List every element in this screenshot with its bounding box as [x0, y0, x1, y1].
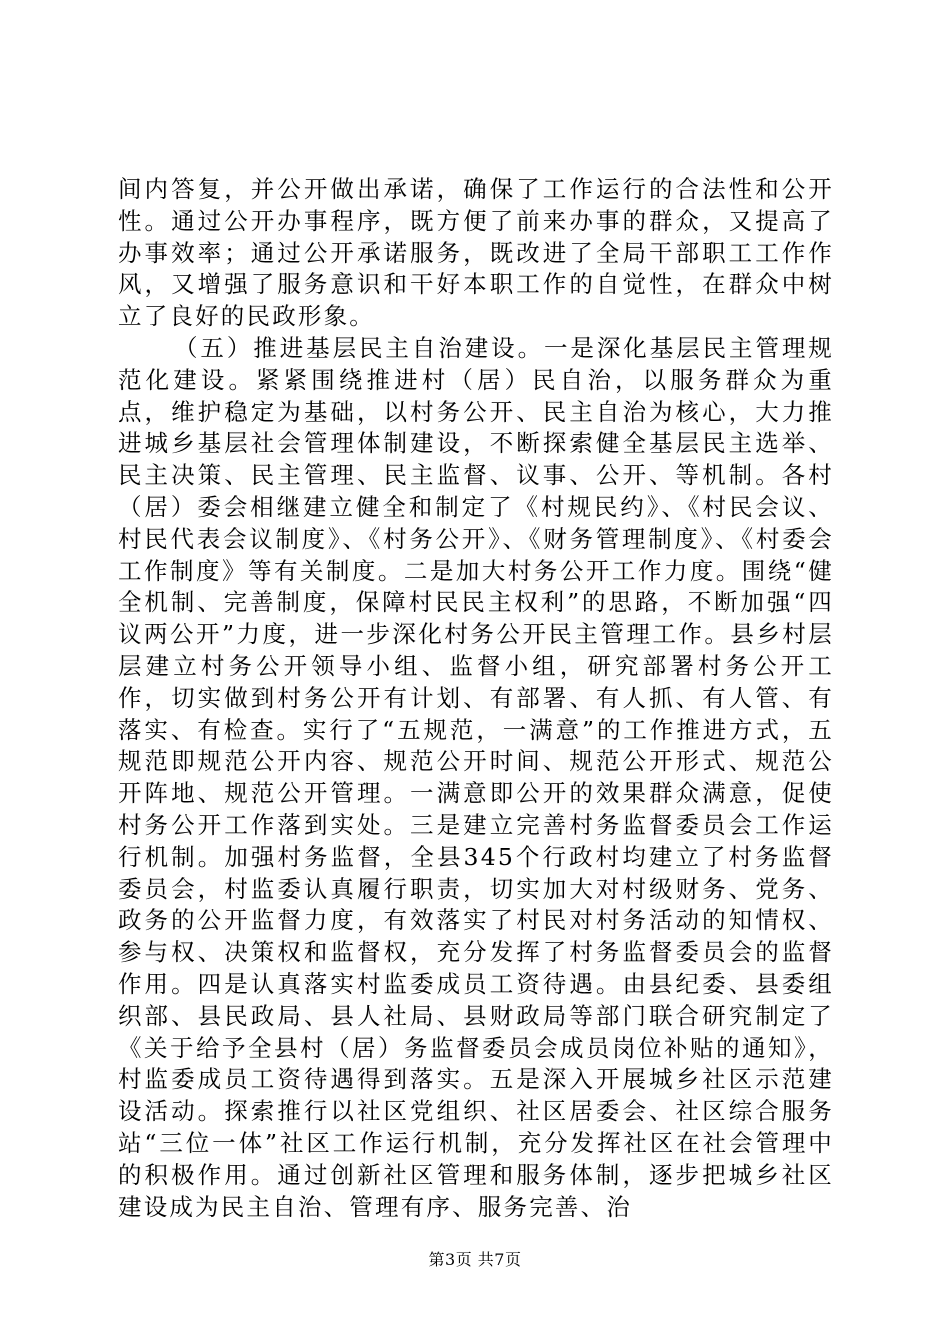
page-footer: 第3页 共7页 [428, 1250, 522, 1269]
paragraph-continuation: 间内答复，并公开做出承诺，确保了工作运行的合法性和公开性。通过公开办事程序，既方便了前来办事的群众，又提高了办事效率；通过公开承诺服务，既改进了全局干部职工工作作风，又增强了服务意识和干好本职工作的自觉性，在群众中树立了良好的民政形象。 [118, 175, 834, 331]
paragraph-section-five: （五）推进基层民主自治建设。一是深化基层民主管理规范化建设。紧紧围绕推进村（居）民自治，以服务群众为重点，维护稳定为基础，以村务公开、民主自治为核心，大力推进城乡基层社会管理体制建设，不断探索健全基层民主选举、民主决策、民主管理、民主监督、议事、公开、等机制。各村（居）委会相继建立健全和制定了《村规民约》、《村民会议、村民代表会议制度》、《村务公开》、《财务管理制度》、《村委会工作制度》等有关制度。二是加大村务公开工作力度。围绕“健全机制、完善制度，保障村民民主权利”的思路，不断加强“四议两公开”力度，进一步深化村务公开民主管理工作。县乡村层层建立村务公开领导小组、监督小组，研究部署村务公开工作，切实做到村务公开有计划、有部署、有人抓、有人管、有落实、有检查。实行了“五规范，一满意”的工作推进方式，五规范即规范公开内容、规范公开时间、规范公开形式、规范公开阵地、规范公开管理。一满意即公开的效果群众满意，促使村务公开工作落到实处。三是建立完善村务监督委员会工作运行机制。加强村务监督，全县345个行政村均建立了村务监督委员会，村监委认真履行职责，切实加大对村级财务、党务、政务的公开监督力度，有效落实了村民对村务活动的知情权、参与权、决策权和监督权，充分发挥了村务监督委员会的监督作用。四是认真落实村监委成员工资待遇。由县纪委、县委组织部、县民政局、县人社局、县财政局等部门联合研究制定了《关于给予全县村（居）务监督委员会成员岗位补贴的通知》，村监委成员工资待遇得到落实。五是深入开展城乡社区示范建设活动。探索推行以社区党组织、社区居委会、社区综合服务站“三位一体”社区工作运行机制，充分发挥社区在社会管理中的积极作用。通过创新社区管理和服务体制，逐步把城乡社区建设成为民主自治、管理有序、服务完善、治 [118, 333, 834, 1221]
document-body [118, 174, 834, 1223]
